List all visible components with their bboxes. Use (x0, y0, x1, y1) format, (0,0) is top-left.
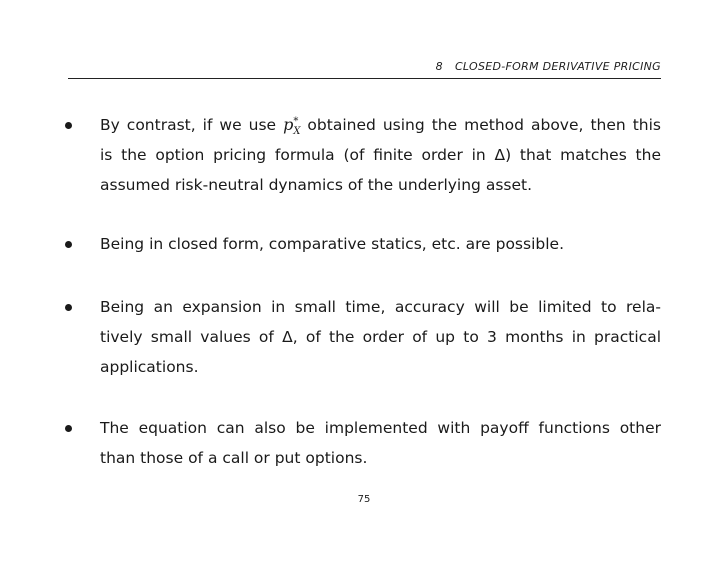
bullet-dot-icon (65, 425, 72, 432)
bullet-text (100, 110, 661, 200)
bullet-text (100, 413, 661, 473)
bullet-line: applications. (100, 358, 199, 376)
bullet-line: than those of a call or put options. (100, 449, 368, 467)
bullet-dot-icon (65, 304, 72, 311)
bullet-line: tively small values of Δ, of the order of up to 3 months in practical (100, 328, 661, 346)
section-number: 8 (435, 60, 443, 73)
bullet-item-4 (65, 413, 665, 473)
bullet-item-1 (65, 110, 665, 200)
bullet-line: Being an expansion in small time, accuracy will be limited to rela- (100, 298, 661, 316)
bullet-text (100, 229, 661, 259)
bullet-line: By contrast, if we use $p^*_X$ obtained using the method above, then this (100, 115, 661, 137)
section-title: CLOSED-FORM DERIVATIVE PRICING (454, 60, 661, 73)
bullet-text (100, 292, 661, 382)
bullet-line: is the option pricing formula (of finite order in Δ) that matches the (100, 146, 661, 164)
bullet-line: Being in closed form, comparative statics, etc. are possible. (100, 235, 564, 253)
bullet-item-2 (65, 229, 665, 259)
running-header (68, 60, 661, 74)
bullet-dot-icon (65, 122, 72, 129)
bullet-item-3 (65, 292, 665, 382)
header-rule (68, 78, 661, 79)
bullet-line: The equation can also be implemented with payoff functions other (100, 419, 661, 437)
bullet-dot-icon (65, 241, 72, 248)
bullet-line: assumed risk-neutral dynamics of the underlying asset. (100, 176, 533, 194)
page-number: 75 (357, 494, 371, 505)
math-p-star-x: $p^*_X$ (283, 115, 301, 137)
